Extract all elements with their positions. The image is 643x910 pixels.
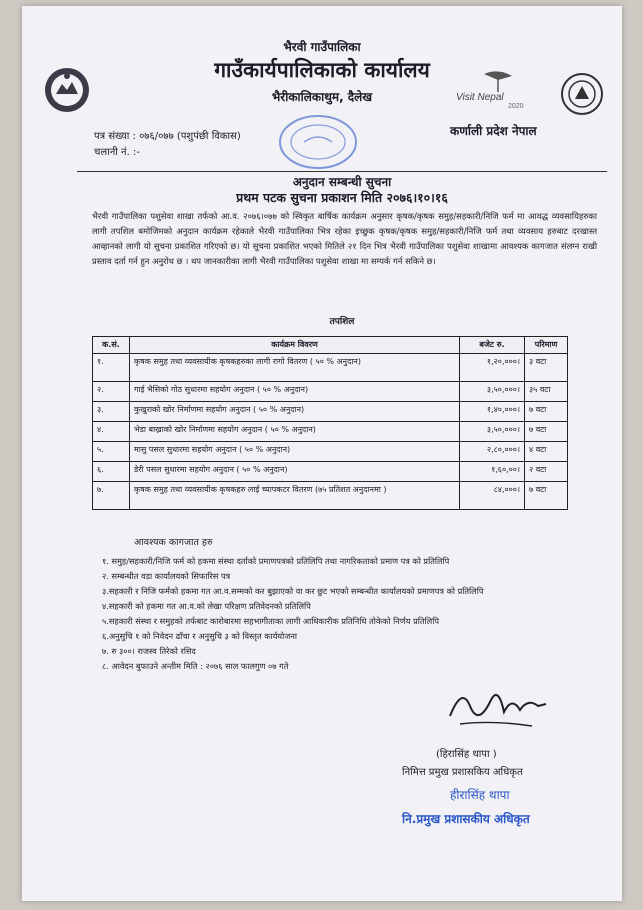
notice-paragraph: भैरवी गाउँपालिका पशुसेवा शाखा तर्फको आ.व. २०७६।०७७ को स्विकृत बार्षिक कार्यक्रम अनुसार कृषक/कृषक समुह/सहकारी/निजि फर्म मा आवद्ध व्यवसायिहरुका लागी तपशिल बमोजिमको अनुदान कार्यक्रम रहेकाले भैरवी गाउँपालिका भित्र रहेका इच्छुक कृषक/कृषक समुह/सहकारी/निजि फर्म तथा व्यवसाय हरुबाट दरखास्त आव्हानको लागी यो सुचना प्रकाशित गरिएको छ। यो सुचना प्रकाशित भएको मितिले २१ दिन भित्र भैरवी गाउँपालिका पशुसेवा शाखामा आवश्यक कागजात संलग्न राखी प्रस्ताव दर्ता गर्न हुन अनुरोध छ । थप जानकारीका लागी भैरवी गाउँपालिका पशुसेवा शाखा मा सम्पर्क गर्न सकिने छ। xyxy=(92,211,597,266)
row-sn: ३. xyxy=(93,402,130,422)
stamp-signer-title: नि.प्रमुख प्रशासकीय अधिकृत xyxy=(402,812,530,826)
nepal-emblem-icon xyxy=(42,64,92,116)
row-budget: ३,५०,०००। xyxy=(460,422,525,442)
table-header-row xyxy=(93,337,568,354)
header-divider xyxy=(77,171,607,172)
row-program: डेरी पसल सुधारमा सहयोग अनुदान ( ५० % अनुदान) xyxy=(130,462,460,482)
row-sn: ७. xyxy=(93,482,130,510)
municipality-name: भैरवी गाउँपालिका xyxy=(283,40,361,54)
col-budget: बजेट रु. xyxy=(460,337,525,354)
documents-heading: आवश्यक कागजात हरु xyxy=(134,537,213,548)
stamp-signer-name: हीरासिंह थापा xyxy=(450,788,510,802)
row-qty: ७ वटा xyxy=(525,482,568,510)
row-budget: ८४,०००। xyxy=(460,482,525,510)
row-qty: ३ वटा xyxy=(525,354,568,382)
row-budget: २,८०,०००। xyxy=(460,442,525,462)
annex-label: तपशिल xyxy=(329,317,355,327)
municipality-seal-icon xyxy=(560,72,604,116)
list-item: ५.सहकारी संस्था र समुहको तर्फबाट कारोबारमा सहभागीताका लागी आधिकारीक प्रतिनिधि तोकेको निर्णय प्रतिलिपि xyxy=(102,616,439,626)
documents-list xyxy=(102,554,572,674)
office-stamp-icon xyxy=(276,112,360,172)
row-program: भेडा बाख्राको खोर निर्माणमा सहयोग अनुदान ( ५० % अनुदान) xyxy=(130,422,460,442)
row-sn: ५. xyxy=(93,442,130,462)
province-name: कर्णाली प्रदेश नेपाल xyxy=(450,124,537,138)
col-sn: क.सं. xyxy=(93,337,130,354)
row-budget: १,४०,०००। xyxy=(460,402,525,422)
list-item: ३.सहकारी र निजि फर्मको हकमा गत आ.व.सम्मको कर बुझाएको वा कर छुट भएको सम्बन्धीत कार्यालयको प्रमाणपत्र को प्रतिलिपि xyxy=(102,586,484,596)
row-qty: ७ वटा xyxy=(525,422,568,442)
office-address: भैरीकालिकाथुम, दैलेख xyxy=(271,90,373,104)
signer-name: (हिरासिंह थापा ) xyxy=(436,749,497,760)
list-item: ६.अनुसुचि १ को निवेदन ढाँचा र अनुसुचि ३ को विस्तृत कार्ययोजना xyxy=(102,631,297,641)
table-row xyxy=(93,462,568,482)
program-table xyxy=(92,336,568,510)
dispatch-number: चलानी नं. :- xyxy=(94,147,140,158)
office-title: गाउँकार्यपालिकाको कार्यालय xyxy=(214,58,430,82)
row-program: कृषक समुह तथा व्यवसायीक कृषकहरु लाई च्यापकटर वितरण (७५ प्रतिशत अनुदानमा ) xyxy=(130,482,460,510)
row-budget: १,६०,००। xyxy=(460,462,525,482)
row-budget: १,२०,०००। xyxy=(460,354,525,382)
list-item: १. समुह/सहकारी/निजि फर्म को हकमा संस्था दर्ताको प्रमाणपत्रको प्रतिलिपि तथा नागरिकताको प्रमाण पत्र को प्रतिलिपि xyxy=(102,556,450,566)
row-sn: ४. xyxy=(93,422,130,442)
handwritten-signature xyxy=(442,676,552,736)
table-row xyxy=(93,354,568,382)
notice-document xyxy=(22,6,622,901)
table-row xyxy=(93,482,568,510)
list-item: ८. आवेदन बुफाउने अन्तीम मिति : २०७६ साल फालगुण ०७ गते xyxy=(102,661,289,671)
row-sn: ६. xyxy=(93,462,130,482)
table-row xyxy=(93,382,568,402)
letter-number: पत्र संख्या : ०७६/०७७ (पशुपंछी विकास) xyxy=(94,131,241,142)
visit-nepal-year: 2020 xyxy=(508,103,524,110)
visit-nepal-text: Visit Nepal xyxy=(456,92,504,103)
table-row xyxy=(93,442,568,462)
row-budget: ३,५०,०००। xyxy=(460,382,525,402)
row-program: मासु पसल सुधारमा सहयोग अनुदान ( ५० % अनुदान) xyxy=(130,442,460,462)
row-program: गाई भैसिको गोठ सुधारमा सहयोग अनुदान ( ५० % अनुदान) xyxy=(130,382,460,402)
visit-nepal-logo xyxy=(454,70,542,110)
notice-subtitle: प्रथम पटक सुचना प्रकाशन मिति २०७६।१०।१६ xyxy=(236,190,448,205)
signer-title: निमित्त प्रमुख प्रशासकिय अधिकृत xyxy=(402,767,523,778)
row-qty: ७ वटा xyxy=(525,402,568,422)
list-item: ७. रु ३००। राजस्व तिरेको रसिद xyxy=(102,646,196,656)
table-row xyxy=(93,422,568,442)
row-sn: २. xyxy=(93,382,130,402)
list-item: २. सम्बन्धीत वडा कार्यालयको सिफारिस पत्र xyxy=(102,571,231,581)
col-qty: परिमाण xyxy=(525,337,568,354)
row-qty: २ वटा xyxy=(525,462,568,482)
row-sn: १. xyxy=(93,354,130,382)
list-item: ४.सहकारी को हकमा गत आ.व.को लेखा परिक्षण प्रतिवेदनको प्रतिलिपि xyxy=(102,601,311,611)
col-program: कार्यक्रम विवरण xyxy=(130,337,460,354)
row-program: कृषक समुह तथा व्यवसायीक कृषकहरुका लागी रागो वितरण ( ५० % अनुदान) xyxy=(130,354,460,382)
table-row xyxy=(93,402,568,422)
row-qty: ४ वटा xyxy=(525,442,568,462)
row-qty: ३५ वटा xyxy=(525,382,568,402)
row-program: कुखुराको खोर निर्माणमा सहयोग अनुदान ( ५० % अनुदान) xyxy=(130,402,460,422)
notice-title: अनुदान सम्बन्धी सुचना xyxy=(292,175,392,189)
